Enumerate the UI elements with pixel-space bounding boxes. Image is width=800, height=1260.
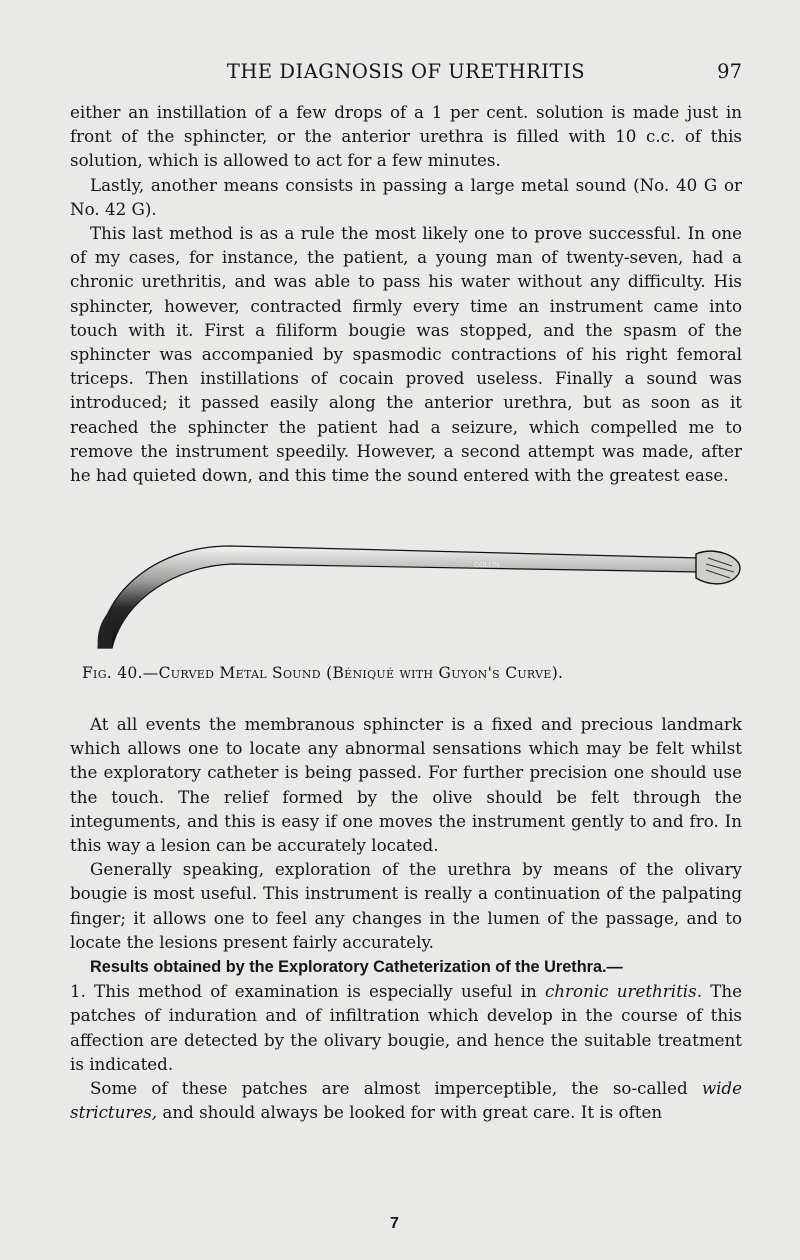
paragraph-olivary: Generally speaking, exploration of the urethra by means of the olivary bougie is most useful. This instrument is really a continuation of the palpating finger; it allows one to feel any changes in the lumen of the passage, and to locate the lesions present fairly accurately.	[70, 859, 742, 952]
sound-tip	[98, 608, 112, 648]
page-number: 97	[717, 60, 742, 83]
strictures-em: wide strictures,	[70, 1078, 742, 1123]
strictures-text-2: and should always be looked for with great care. It is often	[157, 1102, 663, 1123]
bottom-text	[70, 712, 742, 1124]
paragraph-lastly: Lastly, another means consists in passing a large metal sound (No. 40 G or No. 42 G).	[70, 174, 742, 219]
paragraph-continued: either an instillation of a few drops of a 1 per cent. solution is made just in front of the sphincter, or the anterior urethra is filled with 10 c.c. of this solution, which is allowed to act for a few minutes.	[70, 102, 742, 171]
results-text-2: The patches of induration and of infiltration which develop in the course of this affection are detected by the olivary bougie, and hence the suitable treatment is indicated.	[70, 981, 742, 1074]
caption-label: Fig. 40.	[82, 664, 143, 682]
results-em: chronic urethritis.	[544, 981, 703, 1002]
paragraph-results	[70, 954, 742, 1076]
paragraph-landmark: At all events the membranous sphincter is a fixed and precious landmark which allows one to locate any abnormal sensations which may be felt whilst the exploratory catheter is being passed. For further precision one should use the touch. The relief formed by the olive should be felt through the integuments, and this is easy if one moves the instrument gently to and fro. In this way a lesion can be accurately located.	[70, 714, 742, 856]
top-text	[70, 100, 742, 487]
maker-mark: COLLIN	[474, 562, 500, 569]
page-header	[70, 58, 742, 88]
paragraph-case: This last method is as a rule the most likely one to prove successful. In one of my cases, for instance, the patient, a young man of twenty-seven, had a chronic urethritis, and was able to pass his water without any difficulty. His sphincter, however, contracted firmly every time an instrument came into touch with it. First a filiform bougie was stopped, and the spasm of the sphincter was accompanied by spasmodic contractions of his right femoral triceps. Then instillations of cocain proved useless. Finally a sound was introduced; it passed easily along the anterior urethra, but as soon as it reached the sphincter the patient had a seizure, which compelled me to remove the instrument speedily. However, a second attempt was made, after he had quieted down, and this time the sound entered with the greatest ease.	[70, 223, 742, 486]
figure-caption	[82, 664, 722, 682]
results-text-1: 1. This method of examination is especially useful in	[70, 981, 545, 1002]
signature-mark: 7	[390, 1215, 399, 1232]
results-heading: Results obtained by the Exploratory Catheterization of the Urethra.—	[90, 958, 623, 977]
strictures-text-1: Some of these patches are almost imperceptible, the so-called	[90, 1078, 702, 1099]
sound-shaft	[98, 546, 700, 648]
running-title: THE DIAGNOSIS OF URETHRITIS	[226, 60, 586, 83]
caption-text: —Curved Metal Sound (Béniqué with Guyon's Curve).	[142, 664, 564, 682]
paragraph-strictures	[70, 1076, 742, 1124]
